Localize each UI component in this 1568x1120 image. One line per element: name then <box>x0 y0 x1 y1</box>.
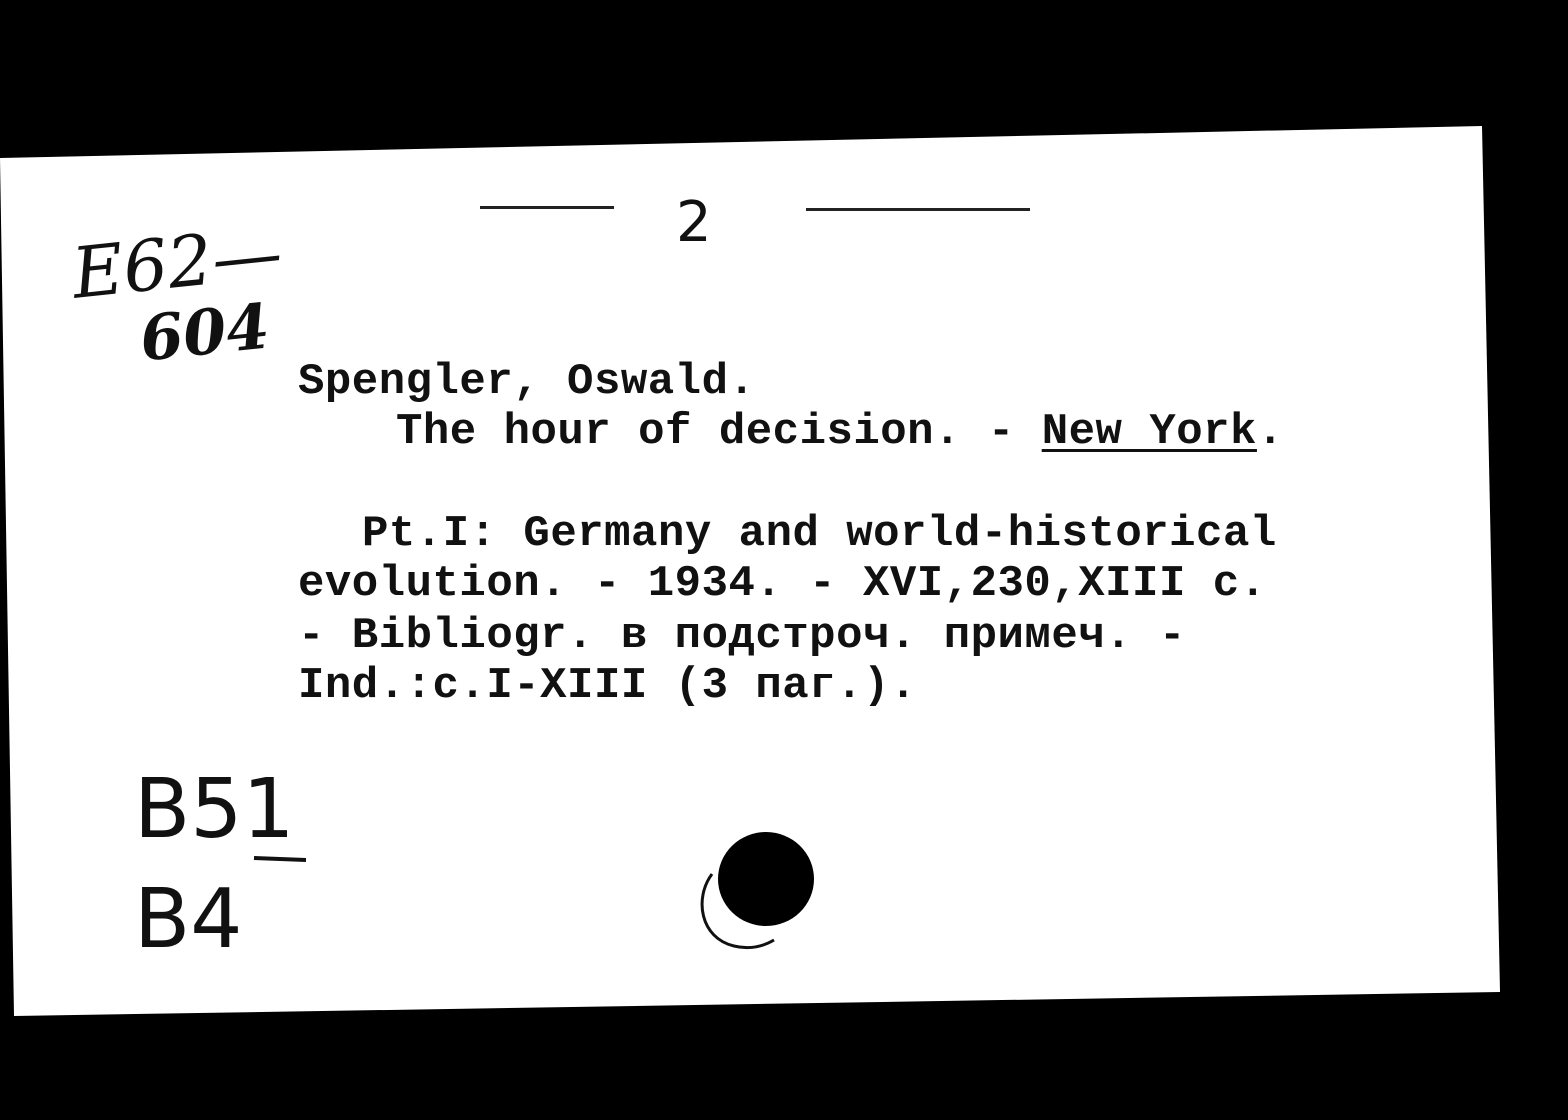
author-line: Spengler, Oswald. <box>298 357 756 407</box>
title-text: The hour of decision. - <box>396 407 1042 457</box>
call-number-line2: 604 <box>136 289 273 376</box>
part-line-3: - Bibliogr. в подстроч. примеч. - <box>298 611 1186 661</box>
shelf-mark-line1: B51 <box>134 762 295 857</box>
title-line <box>396 406 1284 458</box>
part-line-1: Pt.I: Germany and world-historical <box>362 509 1277 559</box>
header-rule-left <box>480 206 614 209</box>
shelf-mark-line2: B4 <box>134 872 243 967</box>
part-line-4: Ind.:c.I-XIII (3 паг.). <box>298 661 917 711</box>
title-end: . <box>1256 407 1284 457</box>
punch-hole-edge <box>694 868 784 958</box>
header-rule-right <box>806 208 1030 211</box>
place-text: New York <box>1041 407 1257 457</box>
part-line-2: evolution. - 1934. - XVI,230,XIII c. <box>298 559 1267 609</box>
page-number: 2 <box>676 190 712 255</box>
shelf-mark-underline <box>250 850 310 870</box>
call-number-line1: E62— <box>68 211 286 315</box>
